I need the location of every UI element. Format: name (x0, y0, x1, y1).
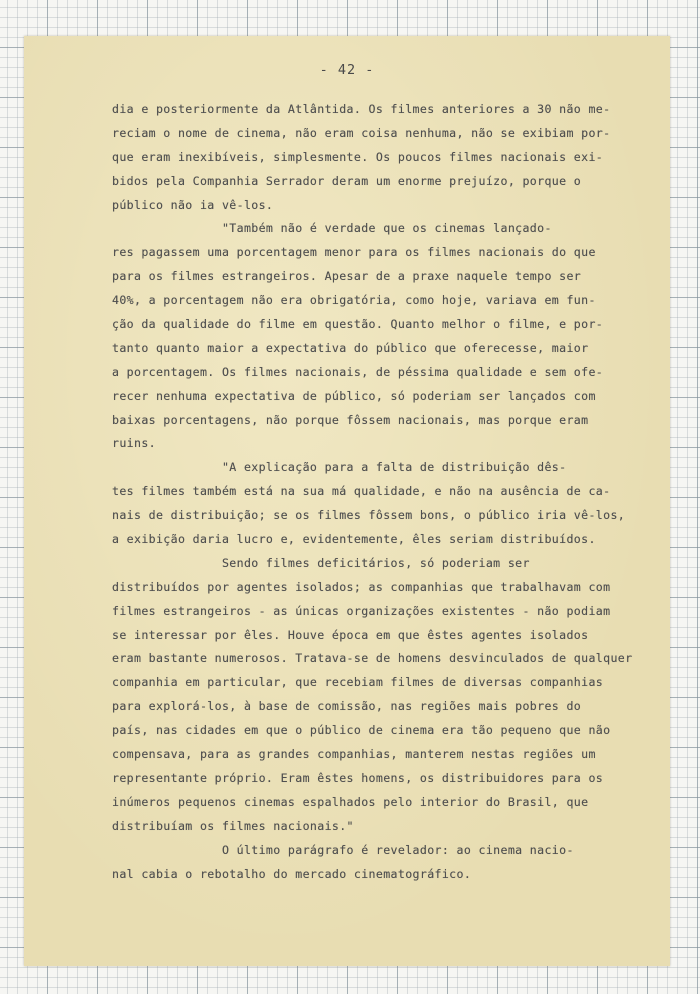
text-line: tanto quanto maior a expectativa do público que oferecesse, maior (112, 340, 589, 355)
text-line: 40%, a porcentagem não era obrigatória, como hoje, variava em fun- (112, 293, 596, 308)
text-line: O último parágrafo é revelador: ao cinema nacio- (112, 842, 574, 857)
text-line: compensava, para as grandes companhias, manterem nestas regiões um (112, 747, 596, 762)
text-line: inúmeros pequenos cinemas espalhados pelo interior do Brasil, que (112, 794, 589, 809)
text-line: "Também não é verdade que os cinemas lançado- (112, 221, 552, 236)
text-line: distribuídos por agentes isolados; as companhias que trabalhavam com (112, 579, 611, 594)
text-line: Sendo filmes deficitários, só poderiam ser (112, 555, 530, 570)
text-line: dia e posteriormente da Atlântida. Os filmes anteriores a 30 não me- (112, 102, 611, 116)
text-line: nal cabia o rebotalho do mercado cinematográfico. (112, 866, 472, 881)
text-line: distribuíam os filmes nacionais." (112, 818, 354, 833)
text-line: baixas porcentagens, não porque fôssem nacionais, mas porque eram (112, 412, 589, 427)
text-line: a porcentagem. Os filmes nacionais, de péssima qualidade e sem ofe- (112, 364, 604, 379)
text-line: tes filmes também está na sua má qualidade, e não na ausência de ca- (112, 484, 611, 499)
page-number: - 42 - (319, 62, 375, 78)
text-line: eram bastante numerosos. Tratava-se de homens desvinculados de qualquer (112, 651, 633, 666)
text-line: se interessar por êles. Houve época em que êstes agentes isolados (112, 627, 589, 642)
text-line: representante próprio. Eram êstes homens, os distribuidores para os (112, 770, 604, 785)
text-line: para explorá-los, à base de comissão, nas regiões mais pobres do (112, 699, 582, 714)
text-line: res pagassem uma porcentagem menor para os filmes nacionais do que (112, 245, 596, 260)
text-line: país, nas cidades em que o público de cinema era tão pequeno que não (112, 723, 611, 738)
text-line: que eram inexibíveis, simplesmente. Os poucos filmes nacionais exi- (112, 149, 604, 164)
text-line: recer nenhuma expectativa de público, só poderiam ser lançados com (112, 388, 596, 403)
typewritten-page (24, 36, 670, 966)
text-line: companhia em particular, que recebiam filmes de diversas companhias (112, 675, 604, 690)
text-line: nais de distribuição; se os filmes fôssem bons, o público iria vê-los, (112, 508, 626, 523)
text-line: ção da qualidade do filme em questão. Quanto melhor o filme, e por- (112, 317, 604, 332)
text-line: filmes estrangeiros - as únicas organizações existentes - não podiam (112, 603, 611, 618)
text-line: reciam o nome de cinema, não eram coisa nenhuma, não se exibiam por- (112, 125, 611, 140)
text-line: ruins. (112, 436, 156, 451)
body-text (112, 98, 642, 886)
text-line: para os filmes estrangeiros. Apesar de a praxe naquele tempo ser (112, 269, 582, 284)
text-line: "A explicação para a falta de distribuição dês- (112, 460, 567, 475)
text-line: bidos pela Companhia Serrador deram um enorme prejuízo, porque o (112, 173, 582, 188)
text-line: a exibição daria lucro e, evidentemente, êles seriam distribuídos. (112, 532, 596, 547)
text-line: público não ia vê-los. (112, 197, 274, 212)
